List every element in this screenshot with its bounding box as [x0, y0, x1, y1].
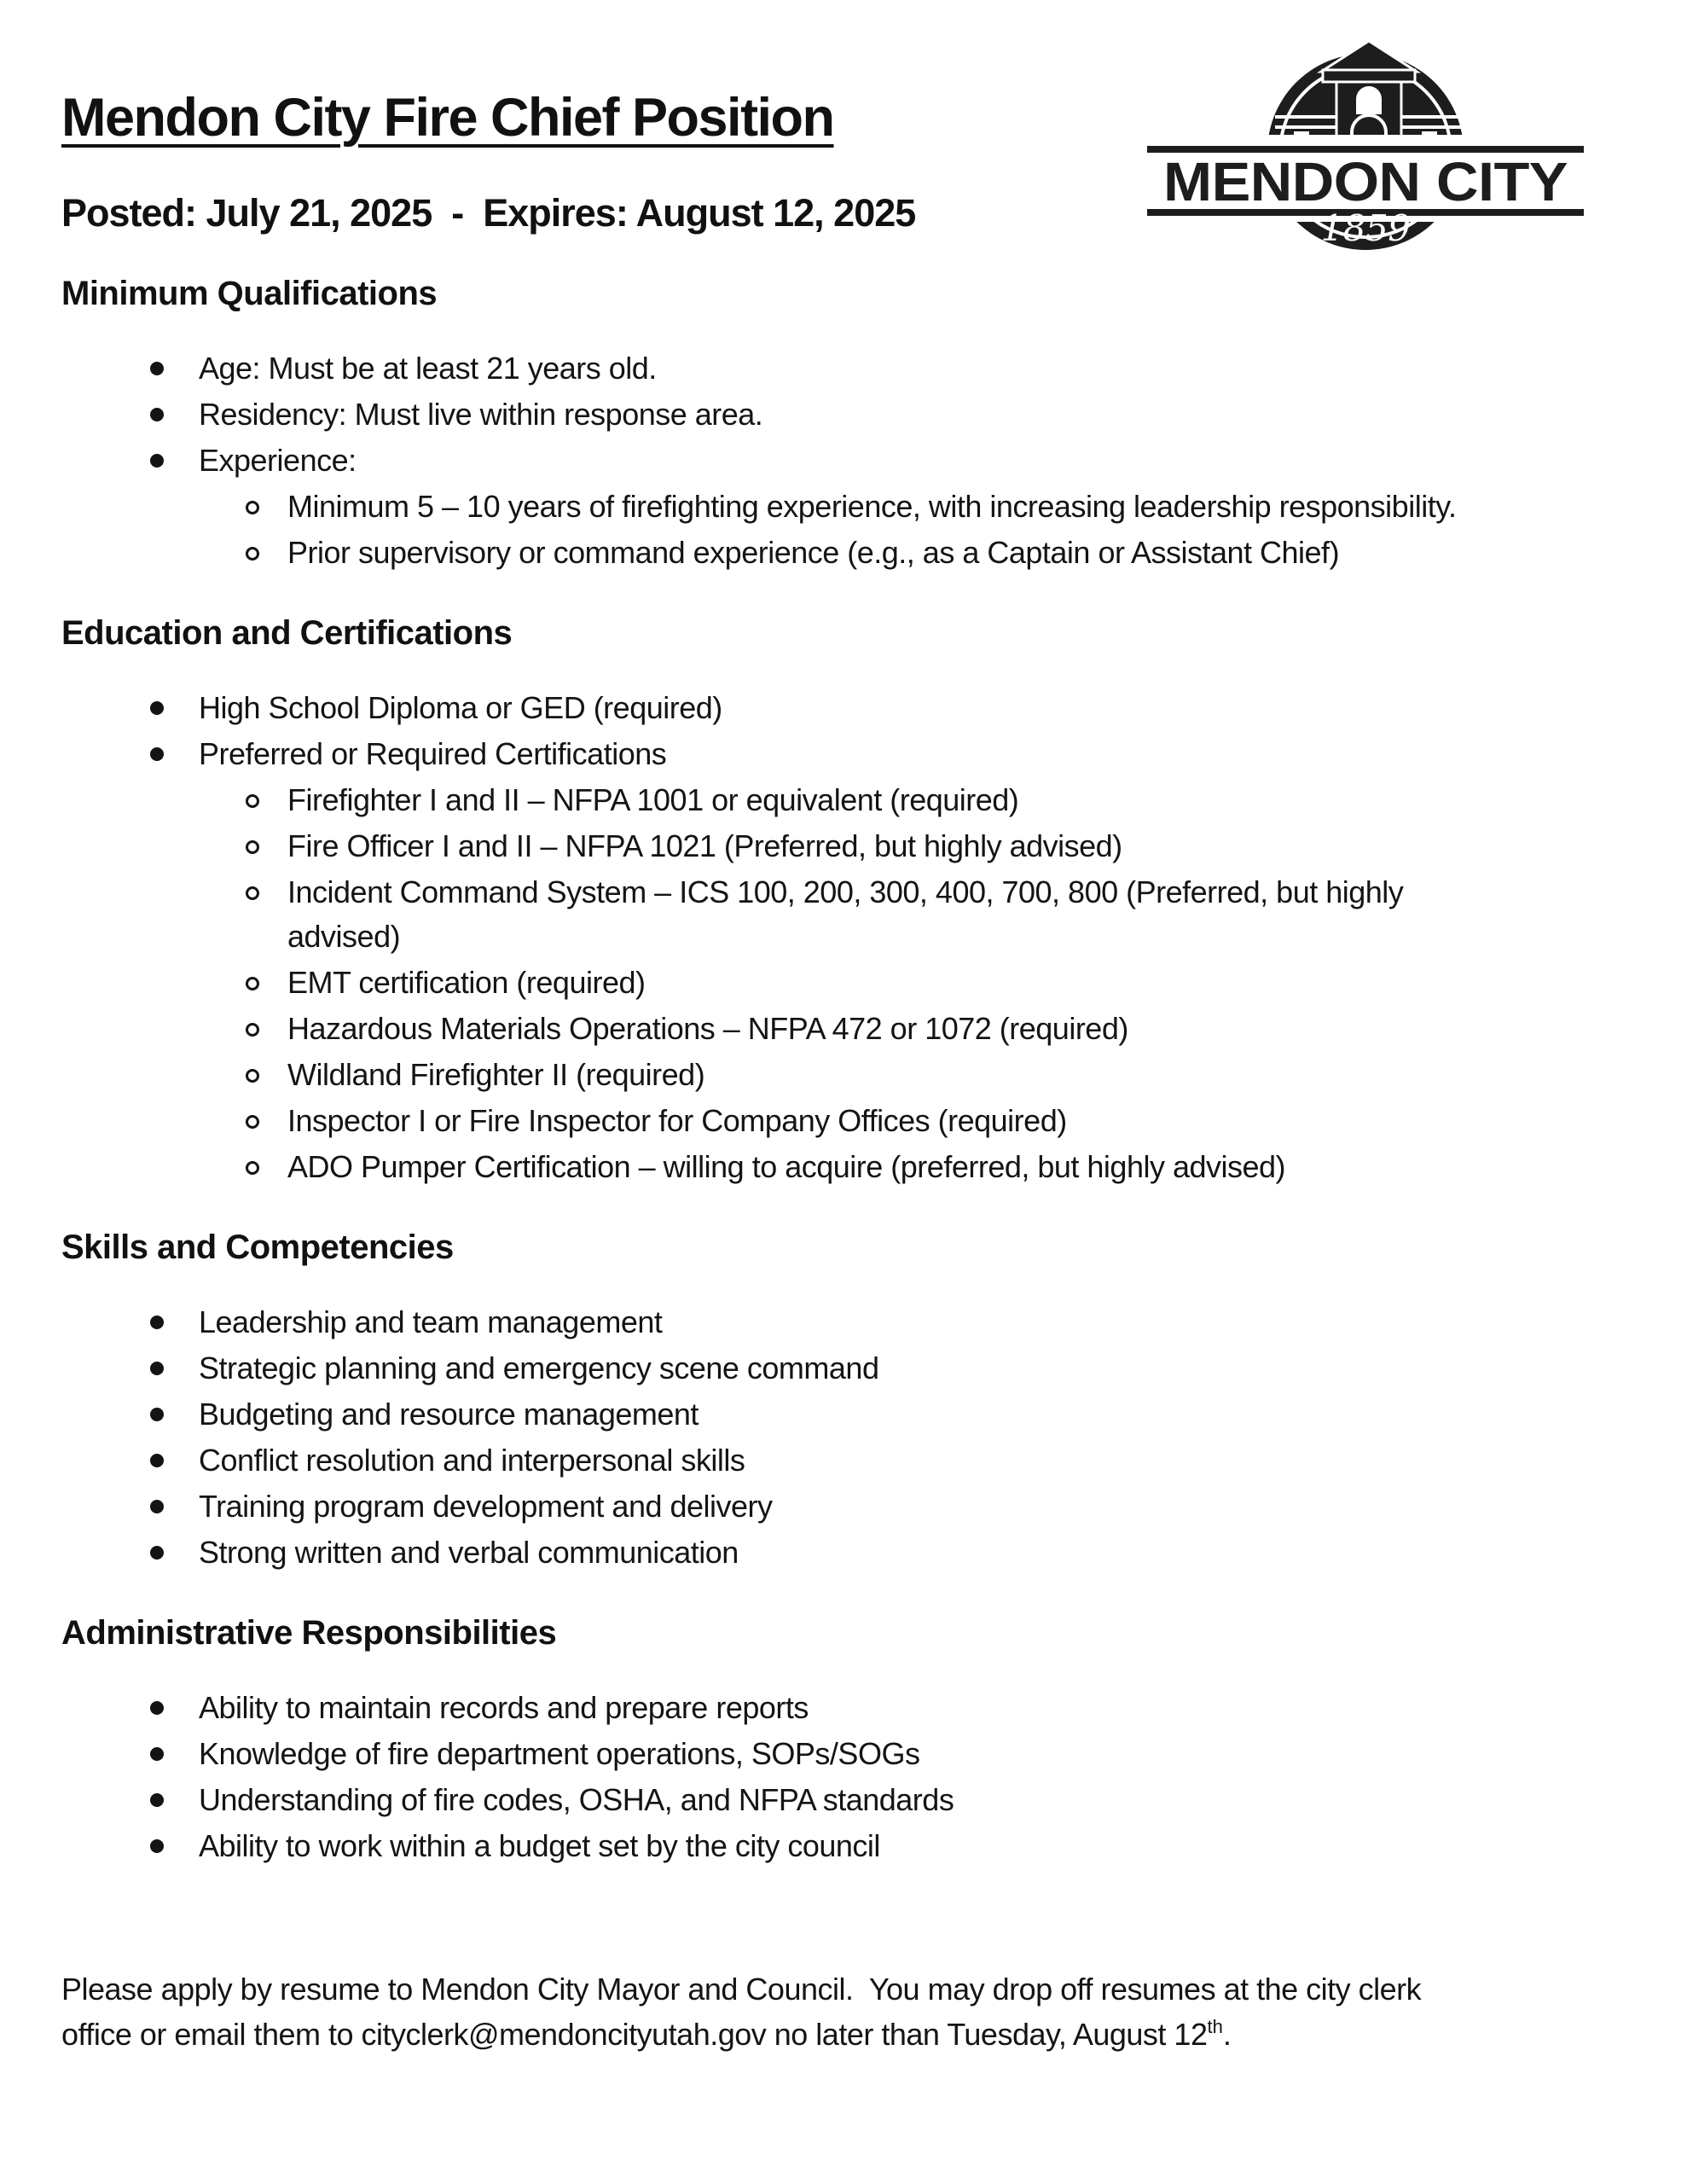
ordinal-superscript: th: [1207, 2016, 1223, 2037]
item-text: ADO Pumper Certification – willing to acquire (preferred, but highly advised): [287, 1149, 1286, 1184]
sub-bullet-circle-icon: [246, 1161, 259, 1175]
bullet-dot-icon: [150, 1793, 164, 1807]
item-text: Ability to work within a budget set by the city council: [199, 1828, 880, 1863]
logo-city-name-text: MENDON CITY: [1163, 151, 1568, 212]
mendon-city-logo: [1147, 32, 1584, 261]
sub-bullet-item: [61, 1145, 1626, 1189]
sub-bullet-item: [61, 531, 1626, 575]
bullet-dot-icon: [150, 454, 164, 468]
bullet-item: [61, 1484, 1626, 1529]
item-text: EMT certification (required): [287, 965, 646, 1000]
footer-line-2: office or email them to cityclerk@mendoncityutah.gov no later than Tuesday, August 12: [61, 2017, 1208, 2052]
item-text: Prior supervisory or command experience (e.g., as a Captain or Assistant Chief): [287, 535, 1340, 570]
application-instructions: [61, 1966, 1626, 2061]
sub-bullet-circle-icon: [246, 794, 259, 808]
item-text: Age: Must be at least 21 years old.: [199, 351, 657, 386]
posted-expires-line: Posted: July 21, 2025 - Expires: August 12, 2025: [61, 191, 916, 235]
section-minimum-qualifications: [61, 275, 1626, 575]
bullet-item: [61, 1392, 1626, 1437]
bullet-dot-icon: [150, 1747, 164, 1761]
sub-bullet-item: [61, 1099, 1626, 1143]
bullet-dot-icon: [150, 1454, 164, 1467]
item-text: Strong written and verbal communication: [199, 1535, 739, 1570]
item-text: Inspector I or Fire Inspector for Company Offices (required): [287, 1103, 1067, 1138]
sub-bullet-circle-icon: [246, 547, 259, 561]
bullet-dot-icon: [150, 1362, 164, 1375]
bullet-item: [61, 1732, 1626, 1776]
bullet-item: [61, 1824, 1626, 1868]
section-heading: Education and Certifications: [61, 614, 513, 652]
item-text: Minimum 5 – 10 years of firefighting experience, with increasing leadership responsibility.: [287, 489, 1457, 524]
section-skills-competencies: [61, 1228, 1626, 1575]
bullet-item: [61, 392, 1626, 437]
sub-bullet-circle-icon: [246, 501, 259, 514]
sub-bullet-item: [61, 870, 1626, 959]
bullet-item: [61, 1346, 1626, 1391]
bullet-item: [61, 346, 1626, 391]
bullet-item: [61, 1686, 1626, 1730]
item-text: Budgeting and resource management: [199, 1397, 699, 1432]
bullet-item: [61, 1531, 1626, 1575]
item-text: Knowledge of fire department operations, SOPs/SOGs: [199, 1736, 920, 1771]
bullet-dot-icon: [150, 1546, 164, 1560]
sub-bullet-circle-icon: [246, 1069, 259, 1083]
bullet-list: [61, 1686, 1626, 1868]
bullet-dot-icon: [150, 1839, 164, 1853]
sub-bullet-circle-icon: [246, 977, 259, 990]
bullet-dot-icon: [150, 747, 164, 761]
item-text: High School Diploma or GED (required): [199, 690, 722, 725]
bullet-dot-icon: [150, 362, 164, 375]
bullet-dot-icon: [150, 1500, 164, 1513]
item-text: Leadership and team management: [199, 1304, 663, 1339]
item-text: Conflict resolution and interpersonal skills: [199, 1443, 745, 1478]
bullet-item: [61, 1778, 1626, 1822]
logo-year-text: 1859: [1320, 207, 1411, 249]
item-text: Preferred or Required Certifications: [199, 736, 667, 771]
bullet-item: [61, 1438, 1626, 1483]
sub-bullet-item: [61, 1053, 1626, 1097]
bullet-item: [61, 1300, 1626, 1345]
bullet-list: [61, 346, 1626, 575]
bullet-list: [61, 1300, 1626, 1575]
bullet-item: [61, 439, 1626, 483]
section-heading: Minimum Qualifications: [61, 275, 438, 312]
footer-period: .: [1222, 2017, 1232, 2052]
item-text: Experience:: [199, 443, 357, 478]
sub-bullet-item: [61, 778, 1626, 822]
item-text: Fire Officer I and II – NFPA 1021 (Preferred, but highly advised): [287, 828, 1122, 863]
item-text: Residency: Must live within response area.: [199, 397, 763, 432]
sub-bullet-circle-icon: [246, 1023, 259, 1037]
item-text: Incident Command System – ICS 100, 200, 300, 400, 700, 800 (Preferred, but highly advised): [287, 874, 1404, 954]
section-heading: Skills and Competencies: [61, 1228, 454, 1266]
footer-line-1: Please apply by resume to Mendon City Mayor and Council. You may drop off resumes at the city clerk: [61, 1972, 1422, 2007]
section-heading: Administrative Responsibilities: [61, 1614, 557, 1652]
item-text: Ability to maintain records and prepare reports: [199, 1690, 809, 1725]
item-text: Firefighter I and II – NFPA 1001 or equivalent (required): [287, 782, 1019, 817]
sub-bullet-item: [61, 961, 1626, 1005]
item-text: Strategic planning and emergency scene command: [199, 1350, 879, 1385]
section-education-certifications: [61, 614, 1626, 1189]
bullet-item: [61, 732, 1626, 776]
sub-bullet-circle-icon: [246, 886, 259, 900]
page-title: Mendon City Fire Chief Position: [61, 88, 834, 148]
section-administrative-responsibilities: [61, 1614, 1626, 1868]
item-text: Wildland Firefighter II (required): [287, 1057, 705, 1092]
bullet-dot-icon: [150, 1408, 164, 1421]
sub-bullet-item: [61, 485, 1626, 529]
sub-bullet-item: [61, 1007, 1626, 1051]
bullet-dot-icon: [150, 701, 164, 715]
sub-bullet-circle-icon: [246, 840, 259, 854]
bullet-item: [61, 686, 1626, 730]
sub-bullet-circle-icon: [246, 1115, 259, 1129]
item-text: Understanding of fire codes, OSHA, and NFPA standards: [199, 1782, 954, 1817]
bullet-dot-icon: [150, 1316, 164, 1329]
bullet-dot-icon: [150, 408, 164, 421]
bullet-dot-icon: [150, 1701, 164, 1715]
item-text: Training program development and delivery: [199, 1489, 773, 1524]
bullet-list: [61, 686, 1626, 1189]
item-text: Hazardous Materials Operations – NFPA 472 or 1072 (required): [287, 1011, 1128, 1046]
sub-bullet-item: [61, 824, 1626, 868]
